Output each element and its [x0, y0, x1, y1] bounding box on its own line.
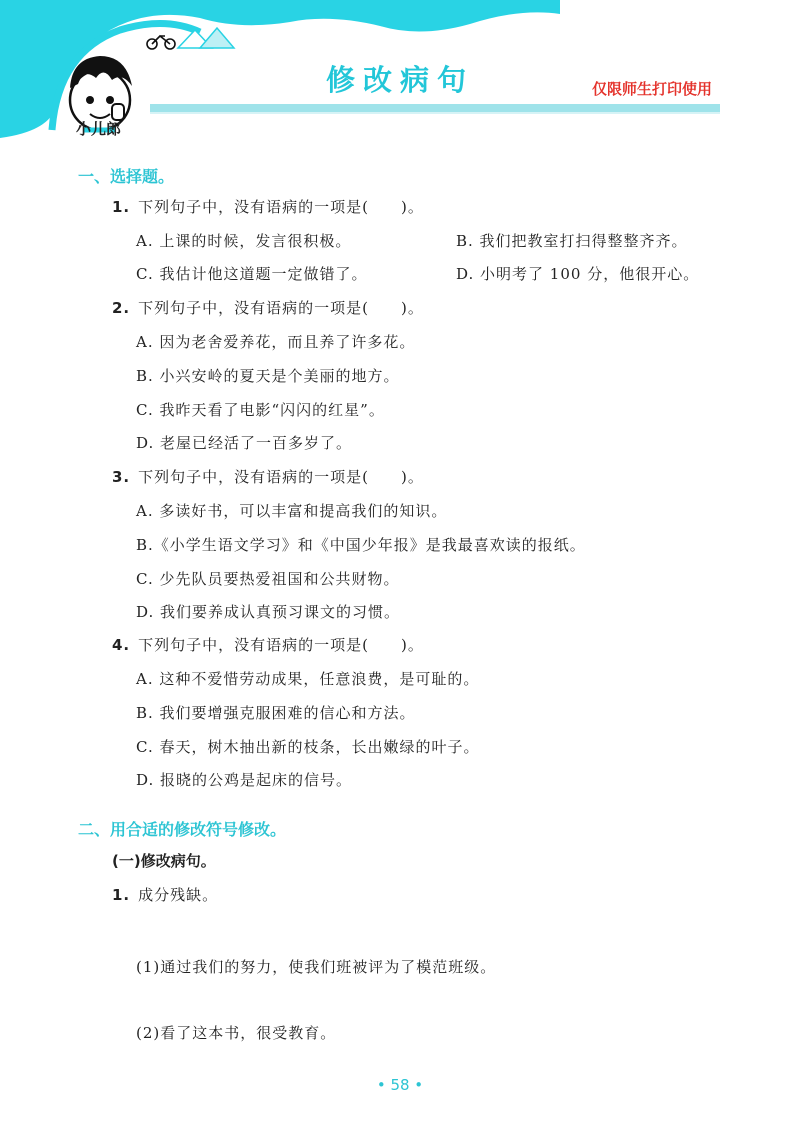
page-title: 修改病句 — [325, 63, 474, 97]
q3-option-c[interactable]: C. 少先队员要热爱祖国和公共财物。 — [136, 570, 400, 588]
q1-option-a[interactable]: A. 上课的时候，发言很积极。 — [136, 232, 352, 250]
question-number: 1. — [112, 198, 131, 216]
print-note: 仅限师生打印使用 — [592, 80, 713, 98]
mascot-label: 小儿郎 — [76, 120, 122, 138]
question-1 — [112, 196, 424, 217]
q2-option-b[interactable]: B. 小兴安岭的夏天是个美丽的地方。 — [136, 367, 400, 385]
question-3 — [112, 466, 424, 487]
q2-option-d[interactable]: D. 老屋已经活了一百多岁了。 — [136, 434, 353, 452]
question-stem: 下列句子中，没有语病的一项是( )。 — [138, 468, 424, 486]
q3-option-b[interactable]: B.《小学生语文学习》和《中国少年报》是我最喜欢读的报纸。 — [136, 536, 586, 554]
revise-sentence-2[interactable]: (2)看了这本书，很受教育。 — [136, 1024, 337, 1042]
q4-option-a[interactable]: A. 这种不爱惜劳动成果，任意浪费，是可耻的。 — [136, 670, 480, 688]
q1-option-b[interactable]: B. 我们把教室打扫得整整齐齐。 — [456, 232, 688, 250]
question-2 — [112, 297, 424, 318]
q4-option-d[interactable]: D. 报晓的公鸡是起床的信号。 — [136, 771, 353, 789]
revise-item-1 — [112, 884, 218, 905]
page-number: • 58 • — [376, 1076, 424, 1094]
section-title-choice: 一、选择题。 — [78, 167, 175, 186]
question-stem: 下列句子中，没有语病的一项是( )。 — [138, 299, 424, 317]
subsection-title: (一)修改病句。 — [112, 852, 216, 870]
revise-sentence-1[interactable]: (1)通过我们的努力，使我们班被评为了模范班级。 — [136, 958, 497, 976]
item-text: 成分残缺。 — [138, 886, 219, 904]
question-number: 4. — [112, 636, 131, 654]
header-bar — [150, 104, 720, 112]
question-stem: 下列句子中，没有语病的一项是( )。 — [138, 636, 424, 654]
mountains-icon — [178, 28, 234, 48]
bicycle-icon — [147, 36, 175, 49]
q4-option-c[interactable]: C. 春天，树木抽出新的枝条，长出嫩绿的叶子。 — [136, 738, 480, 756]
q2-option-a[interactable]: A. 因为老舍爱养花，而且养了许多花。 — [136, 333, 416, 351]
question-number: 3. — [112, 468, 131, 486]
q1-option-c[interactable]: C. 我估计他这道题一定做错了。 — [136, 265, 368, 283]
q4-option-b[interactable]: B. 我们要增强克服困难的信心和方法。 — [136, 704, 416, 722]
q1-option-d[interactable]: D. 小明考了 100 分，他很开心。 — [456, 265, 700, 283]
question-number: 2. — [112, 299, 131, 317]
q3-option-a[interactable]: A. 多读好书，可以丰富和提高我们的知识。 — [136, 502, 448, 520]
question-stem: 下列句子中，没有语病的一项是( )。 — [138, 198, 424, 216]
header-bar-shadow — [150, 112, 720, 114]
section-title-revise: 二、用合适的修改符号修改。 — [78, 820, 287, 839]
q3-option-d[interactable]: D. 我们要养成认真预习课文的习惯。 — [136, 603, 401, 621]
q2-option-c[interactable]: C. 我昨天看了电影“闪闪的红星”。 — [136, 401, 385, 419]
item-number: 1. — [112, 886, 131, 904]
question-4 — [112, 634, 424, 655]
